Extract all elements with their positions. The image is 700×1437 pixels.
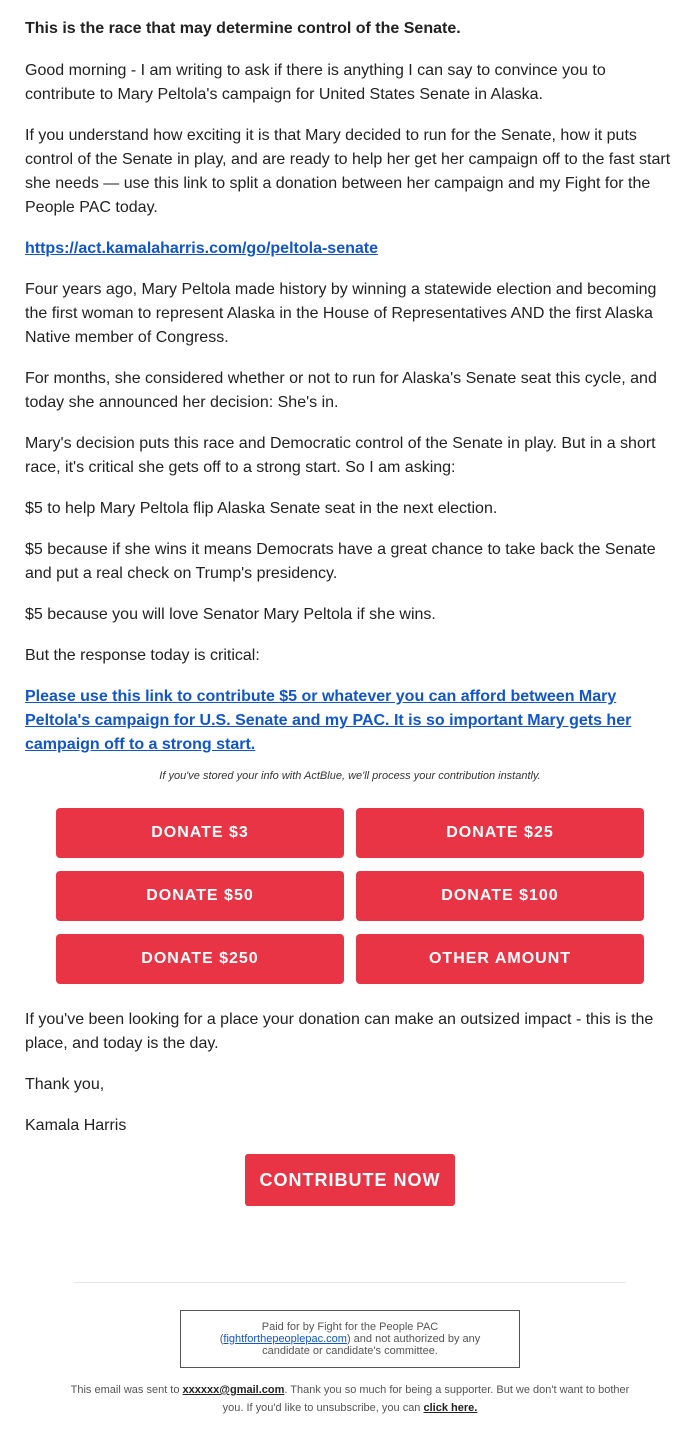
contribute-cta-link[interactable]: Please use this link to contribute $5 or whatever you can afford between Mary Peltola's campaign for U.S. Senate and my PAC. It is so important Mary gets her campaign off to a strong start. <box>25 688 632 753</box>
email-headline: This is the race that may determine control of the Senate. <box>25 20 461 37</box>
contribute-now-button[interactable]: CONTRIBUTE NOW <box>245 1154 455 1206</box>
paid-for-disclaimer <box>180 1310 520 1368</box>
footer-divider <box>74 1282 626 1283</box>
email-footer <box>70 1381 630 1417</box>
paragraph-intro: If you understand how exciting it is that Mary decided to run for the Senate, how it puts control of the Senate in play, and are ready to help her get her campaign off to the fast start she needs — use this link to split a donation between her campaign and my Fight for the People PAC today. <box>25 127 671 216</box>
donate-250-button[interactable]: DONATE $250 <box>56 934 344 984</box>
paragraph-critical: But the response today is critical: <box>25 647 260 664</box>
other-amount-button[interactable]: OTHER AMOUNT <box>356 934 644 984</box>
paragraph-five-2: $5 because if she wins it means Democrats have a great chance to take back the Senate and put a real check on Trump's presidency. <box>25 541 656 582</box>
paragraph-decision: For months, she considered whether or not to run for Alaska's Senate seat this cycle, and today she announced her decision: She's in. <box>25 370 657 411</box>
recipient-email: xxxxxx@gmail.com <box>182 1384 285 1396</box>
footer-prefix: This email was sent to <box>70 1384 180 1396</box>
paragraph-five-1: $5 to help Mary Peltola flip Alaska Senate seat in the next election. <box>25 500 498 517</box>
disclaimer-line1: Paid for by Fight for the People PAC <box>261 1321 439 1333</box>
closing-section <box>25 1008 675 1155</box>
unsubscribe-link[interactable]: click here. <box>423 1402 478 1414</box>
pac-website-link[interactable]: fightforthepeoplepac.com <box>223 1333 347 1345</box>
disclaimer-line2: (fightforthepeoplepac.com) and not authorized by any <box>219 1333 481 1345</box>
disclaimer-authorization: and not authorized by any <box>353 1333 481 1345</box>
signature: Kamala Harris <box>25 1117 127 1134</box>
actblue-note: If you've stored your info with ActBlue, we'll process your contribution instantly. <box>159 770 541 782</box>
paragraph-greeting: Good morning - I am writing to ask if there is anything I can say to convince you to contribute to Mary Peltola's campaign for United States Senate in Alaska. <box>25 62 606 103</box>
signoff: Thank you, <box>25 1076 105 1093</box>
email-content <box>25 18 675 774</box>
disclaimer-line3: candidate or candidate's committee. <box>262 1345 438 1357</box>
donate-100-button[interactable]: DONATE $100 <box>356 871 644 921</box>
peltola-senate-link[interactable]: https://act.kamalaharris.com/go/peltola-senate <box>25 240 378 257</box>
footer-middle: . Thank you so much for being a supporter. But we don't want to bother you. If you'd like to unsubscribe, you can <box>222 1384 630 1414</box>
paragraph-history: Four years ago, Mary Peltola made history by winning a statewide election and becoming the first woman to represent Alaska in the House of Representatives AND the first Alaska Native member of Congress. <box>25 281 657 346</box>
paragraph-five-3: $5 because you will love Senator Mary Peltola if she wins. <box>25 606 436 623</box>
paragraph-impact: If you've been looking for a place your donation can make an outsized impact - this is the place, and today is the day. <box>25 1011 654 1052</box>
donate-3-button[interactable]: DONATE $3 <box>56 808 344 858</box>
donate-25-button[interactable]: DONATE $25 <box>356 808 644 858</box>
paragraph-ask: Mary's decision puts this race and Democratic control of the Senate in play. But in a short race, it's critical she gets off to a strong start. So I am asking: <box>25 435 656 476</box>
donate-50-button[interactable]: DONATE $50 <box>56 871 344 921</box>
